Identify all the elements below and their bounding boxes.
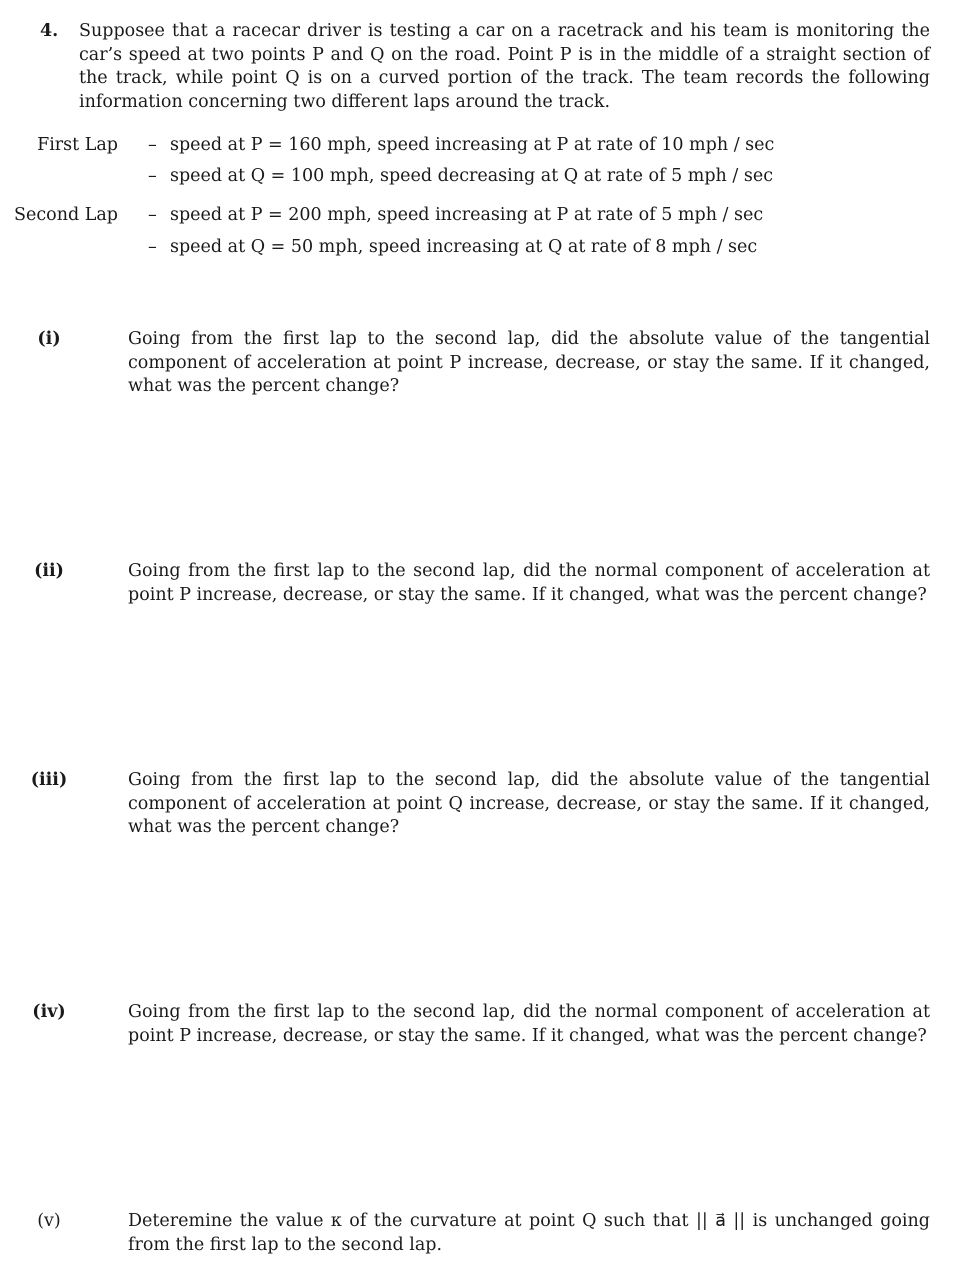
dash-glyph: – — [148, 237, 157, 257]
problem-number: 4. — [40, 21, 59, 41]
lap-label-second: Second Lap — [14, 205, 118, 225]
lap-label-first: First Lap — [37, 135, 118, 155]
part-label-v: (v) — [37, 1211, 61, 1231]
part-label-iv: (iv) — [32, 1002, 66, 1022]
dash-glyph: – — [148, 135, 157, 155]
lap-line — [148, 134, 774, 158]
dash-glyph: – — [148, 205, 157, 225]
part-label-i: (i) — [37, 329, 61, 349]
lap-line-text: speed at P = 200 mph, speed increasing at P at rate of 5 mph / sec — [170, 205, 764, 225]
lap-line — [148, 165, 773, 189]
part-label-iii: (iii) — [30, 770, 68, 790]
lap-line-text: speed at P = 160 mph, speed increasing at P at rate of 10 mph / sec — [170, 135, 775, 155]
part-text-ii: Going from the first lap to the second lap, did the normal component of acceleration at point P increase, decrease, or stay the same. If it changed, what was the percent change? — [128, 561, 930, 605]
part-label-ii: (ii) — [34, 561, 64, 581]
lap-line — [148, 204, 763, 228]
part-text-i: Going from the first lap to the second lap, did the absolute value of the tangential component of acceleration at point P increase, decrease, or stay the same. If it changed, what was the percent change? — [128, 329, 930, 396]
part-text-iii: Going from the first lap to the second lap, did the absolute value of the tangential component of acceleration at point Q increase, decrease, or stay the same. If it changed, what was the percent change? — [128, 770, 930, 837]
dash-glyph: – — [148, 166, 157, 186]
part-text-iv: Going from the first lap to the second lap, did the normal component of acceleration at point P increase, decrease, or stay the same. If it changed, what was the percent change? — [128, 1002, 930, 1046]
problem-intro: Supposee that a racecar driver is testing a car on a racetrack and his team is monitoring the car’s speed at two points P and Q on the road. Point P is in the middle of a straight section of the track, while point Q is on a curved portion of the track. The team records the following information concerning two different laps around the track. — [79, 21, 930, 112]
part-text-v: Deteremine the value κ of the curvature at point Q such that || a⃗ || is unchanged going from the first lap to the second lap. — [128, 1211, 930, 1255]
lap-line-text: speed at Q = 50 mph, speed increasing at Q at rate of 8 mph / sec — [170, 237, 758, 257]
lap-line-text: speed at Q = 100 mph, speed decreasing at Q at rate of 5 mph / sec — [170, 166, 773, 186]
lap-line — [148, 236, 757, 260]
